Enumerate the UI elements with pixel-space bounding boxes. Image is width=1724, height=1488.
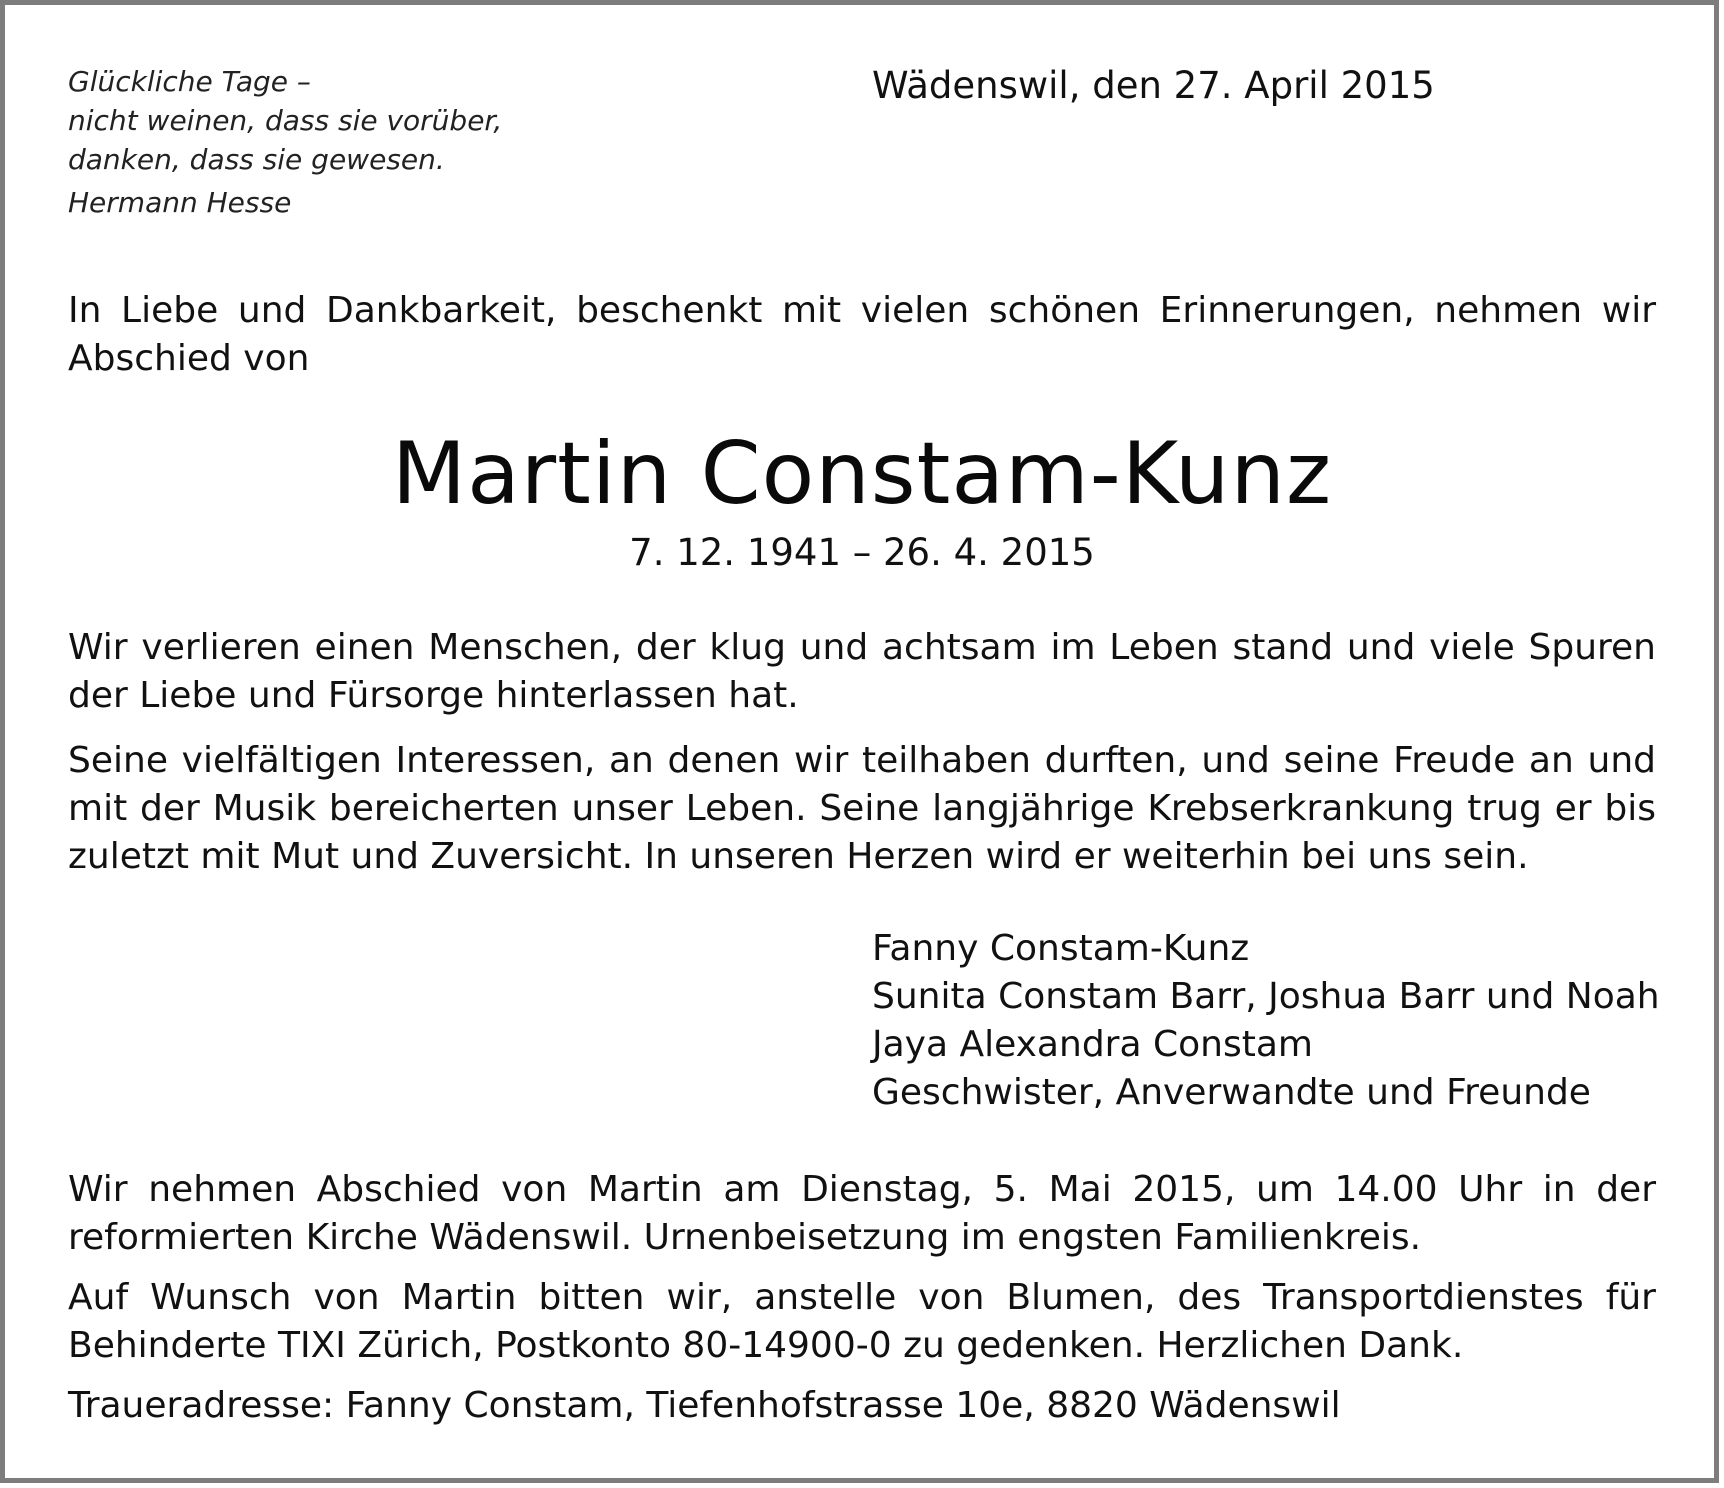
mourner-name: Jaya Alexandra Constam (872, 1024, 1313, 1065)
epigraph-quote (68, 62, 502, 222)
quote-author: Hermann Hesse (68, 186, 292, 219)
mourners-list (872, 925, 1660, 1117)
intro-text: In Liebe und Dankbarkeit, beschenkt mit vielen schönen Erinnerungen, nehmen wir Abschied von (68, 290, 1656, 379)
place-date: Wädenswil, den 27. April 2015 (872, 64, 1435, 107)
deceased-name: Martin Constam-Kunz (391, 424, 1333, 524)
mourner-name: Sunita Constam Barr, Joshua Barr und Noah (872, 976, 1660, 1017)
mourning-address: Traueradresse: Fanny Constam, Tiefenhofstrasse 10e, 8820 Wädenswil (68, 1385, 1341, 1426)
body-paragraph: Wir verlieren einen Menschen, der klug und achtsam im Leben stand und viele Spuren der Liebe und Fürsorge hinterlassen hat. (68, 627, 1656, 716)
mourner-name: Geschwister, Anverwandte und Freunde (872, 1072, 1591, 1113)
donation-paragraph: Auf Wunsch von Martin bitten wir, anstelle von Blumen, des Transportdienstes für Behinderte TIXI Zürich, Postkonto 80-14900-0 zu gedenken. Herzlichen Dank. (68, 1277, 1656, 1366)
mourner-name: Fanny Constam-Kunz (872, 928, 1250, 969)
quote-line: nicht weinen, dass sie vorüber, (68, 104, 503, 137)
quote-line: danken, dass sie gewesen. (68, 143, 445, 176)
quote-line: Glückliche Tage – (68, 65, 311, 98)
body-paragraph: Seine vielfältigen Interessen, an denen wir teilhaben durften, und seine Freude an und mit der Musik bereicherten unser Leben. Seine langjährige Krebserkrankung trug er bis zuletzt mit Mut und Zuversicht. In unseren Herzen wird er weiterhin bei uns sein. (68, 740, 1656, 877)
deceased-lifespan: 7. 12. 1941 – 26. 4. 2015 (629, 531, 1095, 574)
ceremony-paragraph: Wir nehmen Abschied von Martin am Dienstag, 5. Mai 2015, um 14.00 Uhr in der reformierten Kirche Wädenswil. Urnenbeisetzung im engsten Familienkreis. (68, 1169, 1656, 1258)
